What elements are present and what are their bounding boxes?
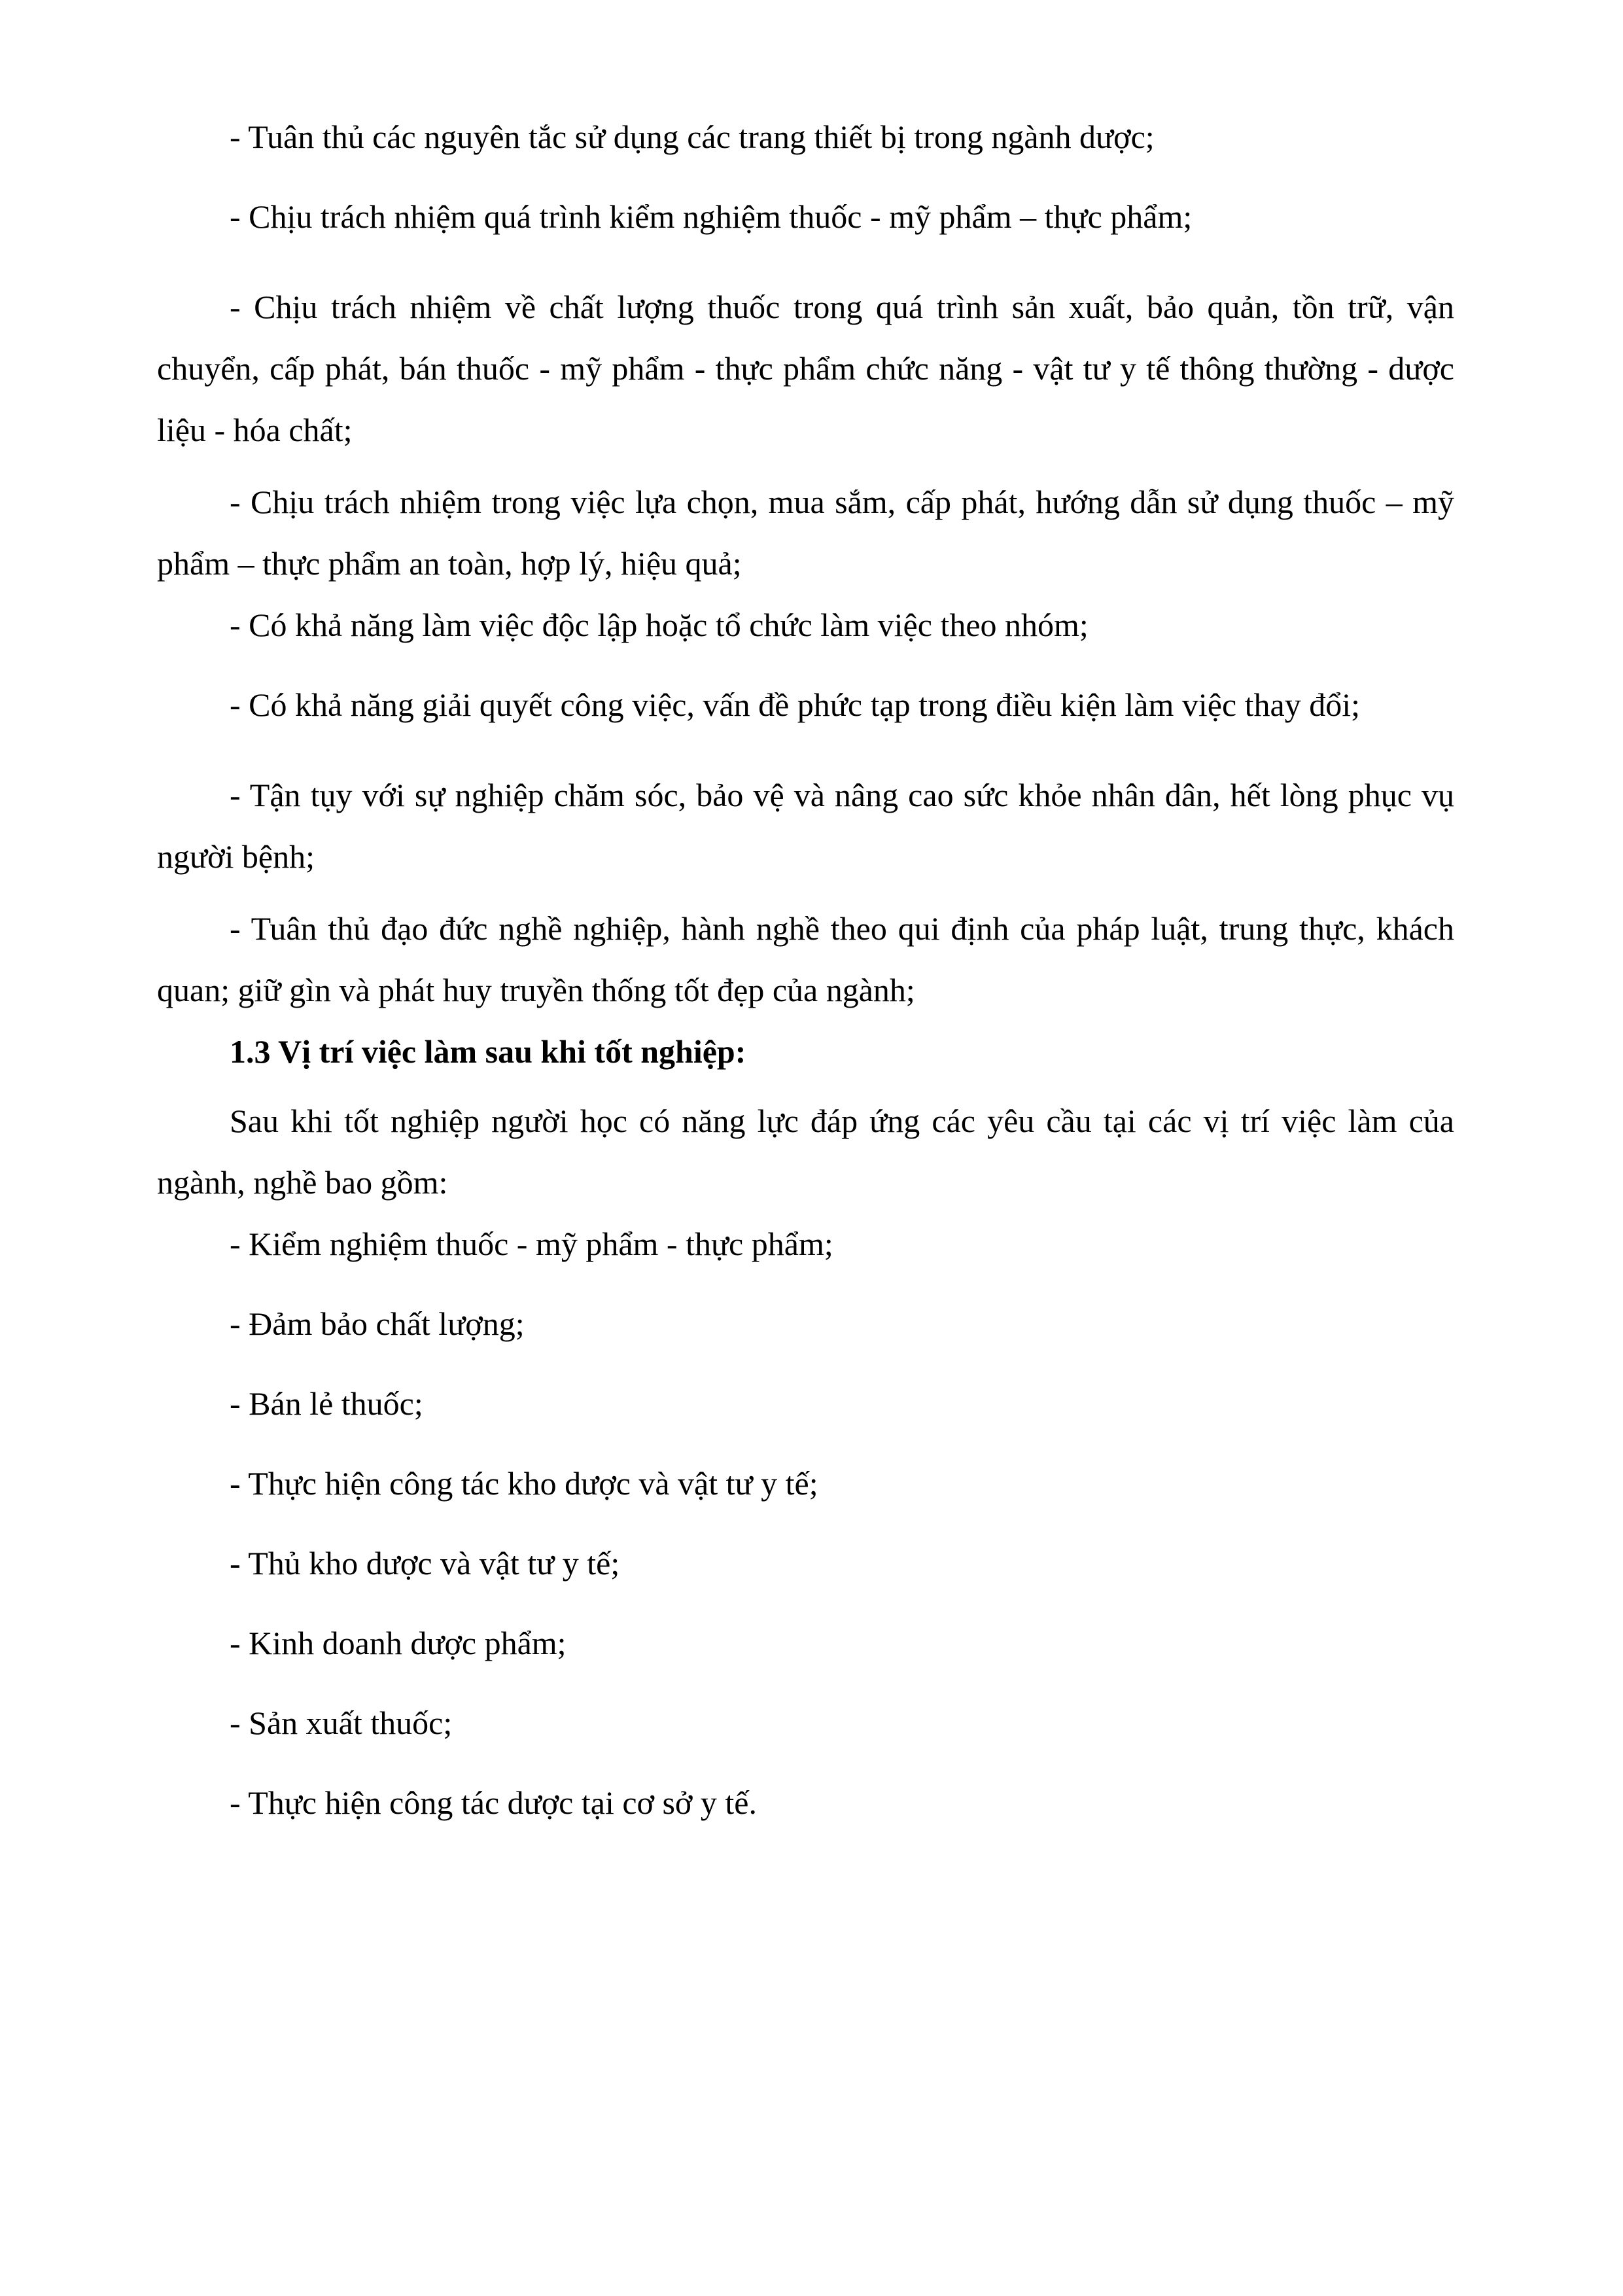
job-position-item: - Kiểm nghiệm thuốc - mỹ phẩm - thực phẩm; [230,1226,833,1262]
document-body [157,116,1454,1862]
job-position-item: - Thực hiện công tác kho dược và vật tư y tế; [230,1465,818,1502]
competency-item: - Tuân thủ các nguyên tắc sử dụng các trang thiết bị trong ngành dược; [230,118,1155,155]
competency-item: - Chịu trách nhiệm trong việc lựa chọn, mua sắm, cấp phát, hướng dẫn sử dụng thuốc – mỹ phẩm – thực phẩm an toàn, hợp lý, hiệu quả; [157,484,1454,582]
job-position-item: - Kinh doanh dược phẩm; [230,1625,567,1661]
section-heading: 1.3 Vị trí việc làm sau khi tốt nghiệp: [230,1033,746,1070]
section-intro-paragraph: Sau khi tốt nghiệp người học có năng lực đáp ứng các yêu cầu tại các vị trí việc làm của ngành, nghề bao gồm: [157,1103,1454,1201]
competency-item: - Chịu trách nhiệm quá trình kiểm nghiệm thuốc - mỹ phẩm – thực phẩm; [230,198,1193,235]
competency-item: - Tuân thủ đạo đức nghề nghiệp, hành nghề theo qui định của pháp luật, trung thực, khách quan; giữ gìn và phát huy truyền thống tốt đẹp của ngành; [157,910,1454,1008]
job-position-item: - Đảm bảo chất lượng; [230,1305,525,1342]
competency-item: - Tận tụy với sự nghiệp chăm sóc, bảo vệ và nâng cao sức khỏe nhân dân, hết lòng phục vụ người bệnh; [157,777,1454,875]
job-position-item: - Sản xuất thuốc; [230,1704,453,1741]
job-position-item: - Thủ kho dược và vật tư y tế; [230,1545,620,1581]
competency-item: - Có khả năng làm việc độc lập hoặc tổ chức làm việc theo nhóm; [230,607,1089,643]
job-position-item: - Bán lẻ thuốc; [230,1385,423,1422]
competency-item: - Có khả năng giải quyết công việc, vấn đề phức tạp trong điều kiện làm việc thay đổi; [230,686,1361,723]
competency-item: - Chịu trách nhiệm về chất lượng thuốc trong quá trình sản xuất, bảo quản, tồn trữ, vận chuyển, cấp phát, bán thuốc - mỹ phẩm - thực phẩm chức năng - vật tư y tế thông thường - dược liệu - hóa chất; [157,289,1454,448]
job-position-item: - Thực hiện công tác dược tại cơ sở y tế. [230,1784,757,1821]
